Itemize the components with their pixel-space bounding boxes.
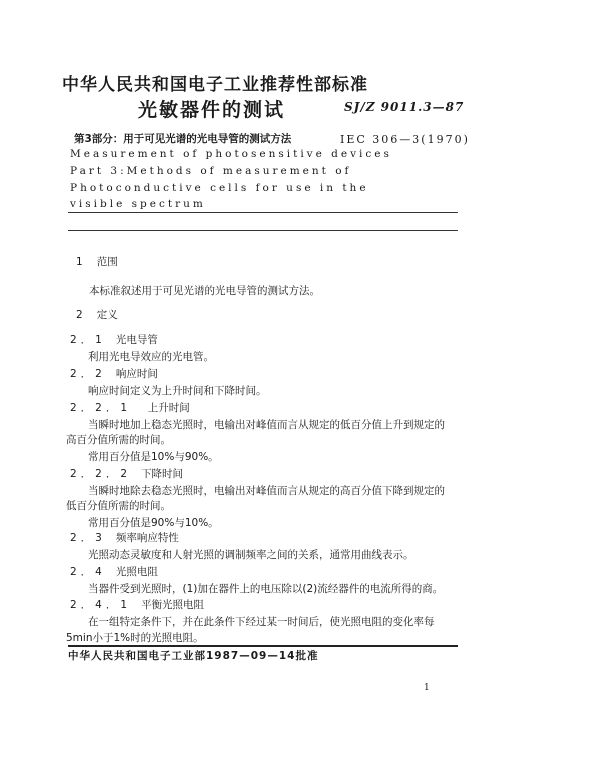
section-number: 2．4 <box>70 566 106 578</box>
section-heading <box>76 307 118 322</box>
paragraph: 响应时间定义为上升时间和下降时间。 <box>88 385 267 397</box>
paragraph: 利用光电导效应的光电管。 <box>88 351 214 363</box>
standard-org-line: 中华人民共和国电子工业推荐性部标准 <box>62 75 368 95</box>
section-title: 响应时间 <box>115 368 158 380</box>
header-divider <box>68 230 458 231</box>
section-heading <box>76 254 118 269</box>
section-title: 光照电阻 <box>115 566 158 578</box>
english-title-line: Photoconductive cells for use in the <box>70 182 369 194</box>
paragraph: 高百分值所需的时间。 <box>66 434 171 446</box>
section-number: 2．2 <box>70 368 106 380</box>
header-divider <box>68 212 458 213</box>
section-heading <box>70 366 158 381</box>
paragraph: 本标准叙述用于可见光谱的光电导管的测试方法。 <box>89 285 320 297</box>
section-title: 定义 <box>96 309 118 321</box>
section-title: 频率响应特性 <box>115 532 179 544</box>
section-number: 2．2．1 <box>70 402 132 414</box>
section-number: 1 <box>76 256 87 268</box>
part-title-cn: 第3部分：用于可见光谱的光电导管的测试方法 <box>74 133 292 145</box>
paragraph: 常用百分值是10%与90%。 <box>88 451 219 463</box>
footer-divider <box>68 645 458 647</box>
section-number: 2．3 <box>70 532 106 544</box>
english-title-line: Measurement of photosensitive devices <box>70 148 392 160</box>
section-heading <box>70 332 158 347</box>
paragraph: 低百分值所需的时间。 <box>66 500 171 512</box>
english-title-line: Part 3:Methods of measurement of <box>70 165 352 177</box>
paragraph: 光照动态灵敏度和人射光照的调制频率之间的关系，通常用曲线表示。 <box>88 549 414 561</box>
document-title: 光敏器件的测试 <box>138 99 286 121</box>
section-number: 2．2．2 <box>70 468 132 480</box>
section-title: 下降时间 <box>141 468 184 480</box>
paragraph: 常用百分值是90%与10%。 <box>88 517 219 529</box>
paragraph: 当器件受到光照时，(1)加在器件上的电压除以(2)流经器件的电流所得的商。 <box>88 583 444 595</box>
section-number: 2．1 <box>70 334 106 346</box>
section-title: 范围 <box>96 256 118 268</box>
section-heading <box>70 400 190 415</box>
section-heading <box>70 564 158 579</box>
section-number: 2．4．1 <box>70 599 132 611</box>
approval-line: 中华人民共和国电子工业部1987—09—14批准 <box>68 650 319 662</box>
paragraph: 5min小于1%时的光照电阻。 <box>66 632 204 644</box>
standard-number: SJ/Z 9011.3—87 <box>344 100 465 114</box>
paragraph: 当瞬时地除去稳态光照时，电输出对峰值而言从规定的高百分值下降到规定的 <box>88 485 445 497</box>
iec-reference: IEC 306—3(1970) <box>340 133 470 146</box>
section-title: 光电导管 <box>115 334 158 346</box>
paragraph: 当瞬时地加上稳态光照时，电输出对峰值而言从规定的低百分值上升到规定的 <box>88 419 445 431</box>
section-heading <box>70 466 183 481</box>
section-title: 上升时间 <box>147 402 190 414</box>
section-title: 平衡光照电阻 <box>141 599 205 611</box>
paragraph: 在一组特定条件下，并在此条件下经过某一时间后，使光照电阻的变化率每 <box>88 616 435 628</box>
page-number: 1 <box>424 683 430 693</box>
section-heading <box>70 597 204 612</box>
section-number: 2 <box>76 309 87 321</box>
english-title-line: visible spectrum <box>70 198 206 210</box>
section-heading <box>70 530 179 545</box>
